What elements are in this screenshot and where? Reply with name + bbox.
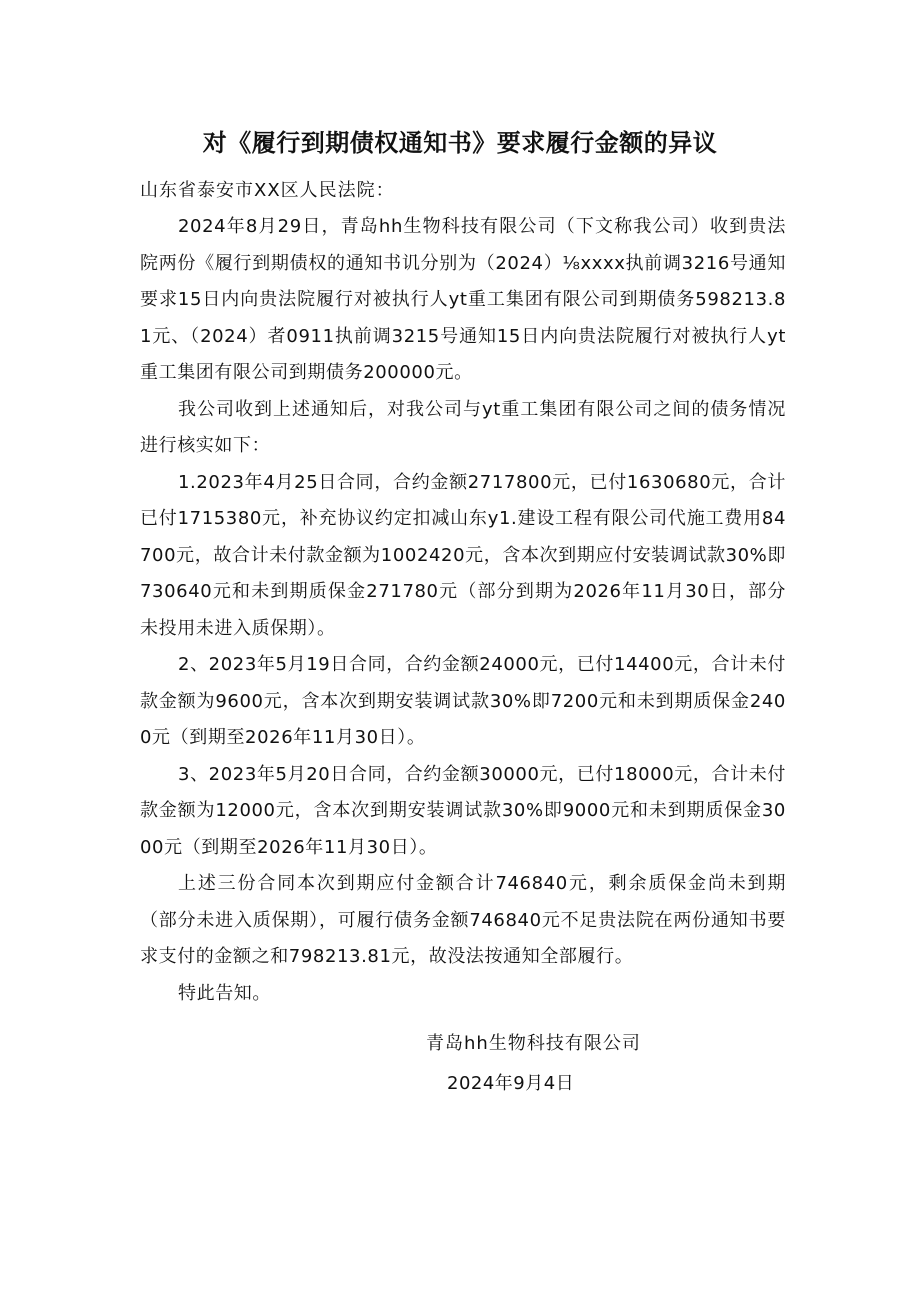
- paragraph-notice: 2024年8月29日，青岛hh生物科技有限公司（下文称我公司）收到贵法院两份《履行到期债权的通知书讥分别为（2024）⅛xxxx执前调3216号通知要求15日内向贵法院履行对被执行人yt重工集团有限公司到期债务598213.81元、（2024）者0911执前调3215号通知15日内向贵法院履行对被执行人yt重工集团有限公司到期债务200000元。: [140, 216, 786, 383]
- salutation: 山东省泰安市XX区人民法院：: [140, 180, 395, 201]
- paragraph-verification-intro: 我公司收到上述通知后，对我公司与yt重工集团有限公司之间的债务情况进行核实如下：: [140, 398, 786, 456]
- document-body: [140, 209, 786, 1012]
- paragraph-conclusion: 上述三份合同本次到期应付金额合计746840元，剩余质保金尚未到期（部分未进入质保期），可履行债务金额746840元不足贵法院在两份通知书要求支付的金额之和798213.81元，故没法按通知全部履行。: [140, 873, 786, 967]
- document-title: 对《履行到期债权通知书》要求履行金额的异议: [202, 129, 718, 157]
- paragraph-contract-3: 3、2023年5月20日合同，合约金额30000元，已付18000元，合计未付款金额为12000元，含本次到期安装调试款30%即9000元和未到期质保金3000元（到期至2026年11月30日）。: [140, 763, 786, 858]
- paragraph-closing: 特此告知。: [178, 982, 271, 1004]
- paragraph-contract-2: 2、2023年5月19日合同，合约金额24000元，已付14400元，合计未付款金额为9600元，含本次到期安装调试款30%即7200元和未到期质保金2400元（到期至2026年11月30日）。: [140, 654, 786, 748]
- signature-date: 2024年9月4日: [447, 1073, 575, 1094]
- signature-company: 青岛hh生物科技有限公司: [426, 1033, 641, 1054]
- paragraph-contract-1: 1.2023年4月25日合同，合约金额2717800元，已付1630680元，合计已付1715380元，补充协议约定扣减山东y1.建设工程有限公司代施工费用84700元，故合计未付款金额为1002420元，含本次到期应付安装调试款30%即730640元和未到期质保金271780元（部分到期为2026年11月30日，部分未投用未进入质保期）。: [140, 471, 786, 639]
